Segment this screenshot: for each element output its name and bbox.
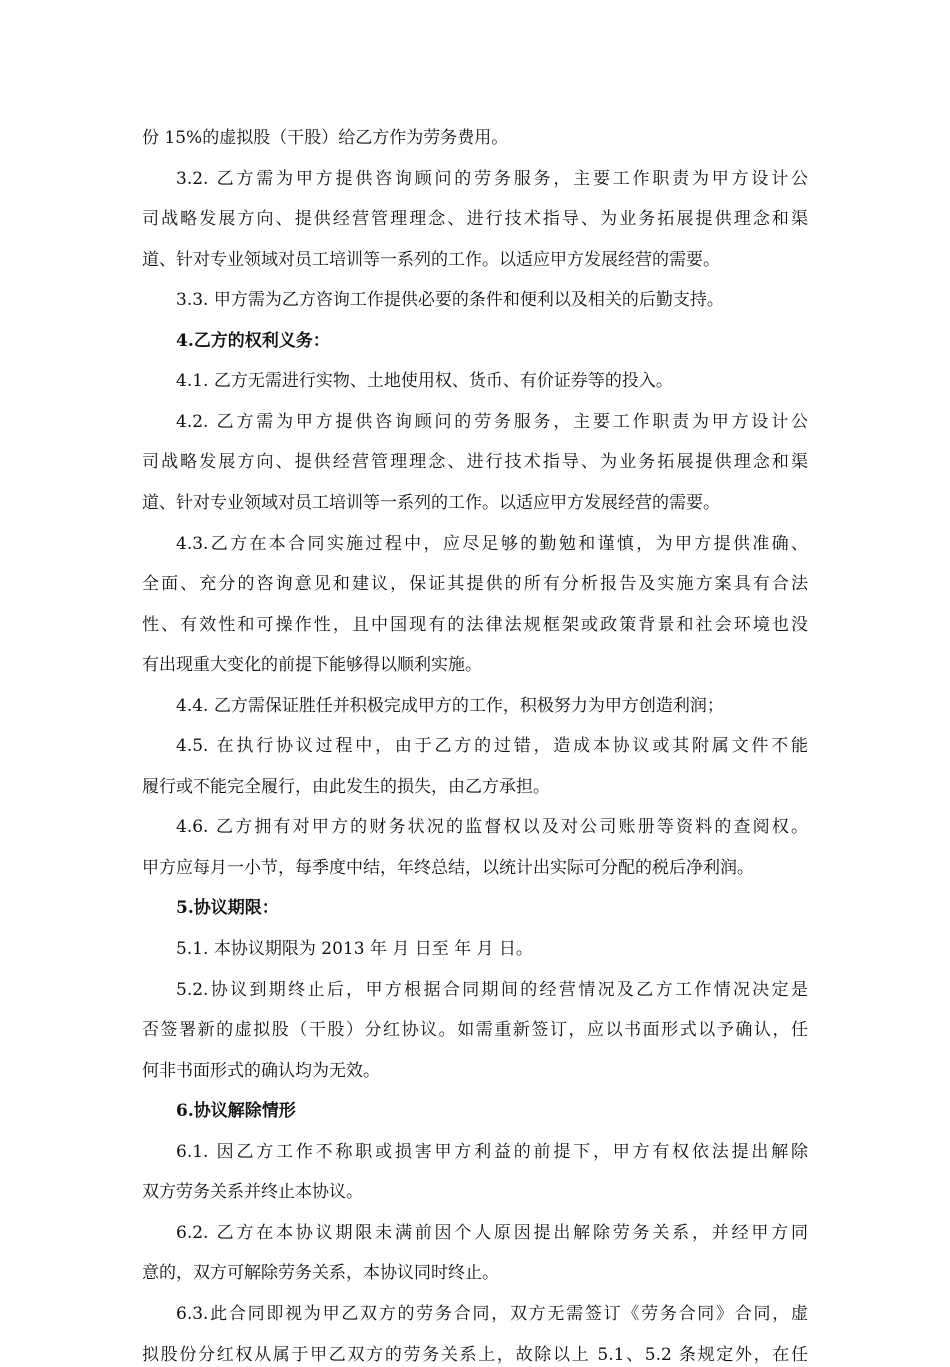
text-line: 份 15%的虚拟股（干股）给乙方作为劳务费用。 xyxy=(142,128,509,148)
text-line: 道、针对专业领域对员工培训等一系列的工作。以适应甲方发展经营的需要。 xyxy=(142,493,720,513)
text-line: 司战略发展方向、提供经营管理理念、进行技术指导、为业务拓展提供理念和渠 xyxy=(142,209,808,229)
text-line: 4.6. 乙方拥有对甲方的财务状况的监督权以及对公司账册等资料的查阅权。 xyxy=(176,817,808,837)
text-line: 性、有效性和可操作性，且中国现有的法律法规框架或政策背景和社会环境也没 xyxy=(142,615,808,635)
text-line: 道、针对专业领域对员工培训等一系列的工作。以适应甲方发展经营的需要。 xyxy=(142,250,720,270)
text-line: 全面、充分的咨询意见和建议，保证其提供的所有分析报告及实施方案具有合法 xyxy=(142,574,808,594)
text-line: 何非书面形式的确认均为无效。 xyxy=(142,1061,380,1081)
text-line: 4.4. 乙方需保证胜任并积极完成甲方的工作，积极努力为甲方创造利润； xyxy=(176,696,724,716)
text-line: 3.2. 乙方需为甲方提供咨询顾问的劳务服务，主要工作职责为甲方设计公 xyxy=(176,169,808,189)
text-line: 甲方应每月一小节，每季度中结，年终总结，以统计出实际可分配的税后净利润。 xyxy=(142,858,754,878)
text-line: 有出现重大变化的前提下能够得以顺利实施。 xyxy=(142,655,482,675)
text-line: 4.3.乙方在本合同实施过程中，应尽足够的勤勉和谨慎，为甲方提供准确、 xyxy=(176,534,808,554)
text-line: 3.3. 甲方需为乙方咨询工作提供必要的条件和便利以及相关的后勤支持。 xyxy=(176,290,724,310)
text-line: 6.2. 乙方在本协议期限未满前因个人原因提出解除劳务关系，并经甲方同 xyxy=(176,1223,808,1243)
text-line: 5.2.协议到期终止后，甲方根据合同期间的经营情况及乙方工作情况决定是 xyxy=(176,980,808,1000)
text-line: 拟股份分红权从属于甲乙双方的劳务关系上，故除以上 5.1、5.2 条规定外，在任 xyxy=(142,1345,808,1365)
text-line: 6.3.此合同即视为甲乙双方的劳务合同，双方无需签订《劳务合同》合同，虚 xyxy=(176,1304,808,1324)
text-line: 4.1. 乙方无需进行实物、土地使用权、货币、有价证券等的投入。 xyxy=(176,371,673,391)
text-line: 双方劳务关系并终止本协议。 xyxy=(142,1182,363,1202)
text-line: 4.2. 乙方需为甲方提供咨询顾问的劳务服务，主要工作职责为甲方设计公 xyxy=(176,412,808,432)
section-heading: 5.协议期限： xyxy=(176,898,279,918)
section-heading: 4.乙方的权利义务： xyxy=(176,331,330,351)
text-line: 意的，双方可解除劳务关系，本协议同时终止。 xyxy=(142,1263,499,1283)
section-heading: 6.协议解除情形 xyxy=(176,1101,296,1121)
text-line: 否签署新的虚拟股（干股）分红协议。如需重新签订，应以书面形式以予确认，任 xyxy=(142,1020,808,1040)
text-line: 司战略发展方向、提供经营管理理念、进行技术指导、为业务拓展提供理念和渠 xyxy=(142,452,808,472)
text-line: 履行或不能完全履行，由此发生的损失，由乙方承担。 xyxy=(142,777,550,797)
text-line: 4.5. 在执行协议过程中，由于乙方的过错，造成本协议或其附属文件不能 xyxy=(176,736,808,756)
text-line: 6.1. 因乙方工作不称职或损害甲方利益的前提下，甲方有权依法提出解除 xyxy=(176,1142,808,1162)
text-line: 5.1. 本协议期限为 2013 年 月 日至 年 月 日。 xyxy=(176,939,533,959)
